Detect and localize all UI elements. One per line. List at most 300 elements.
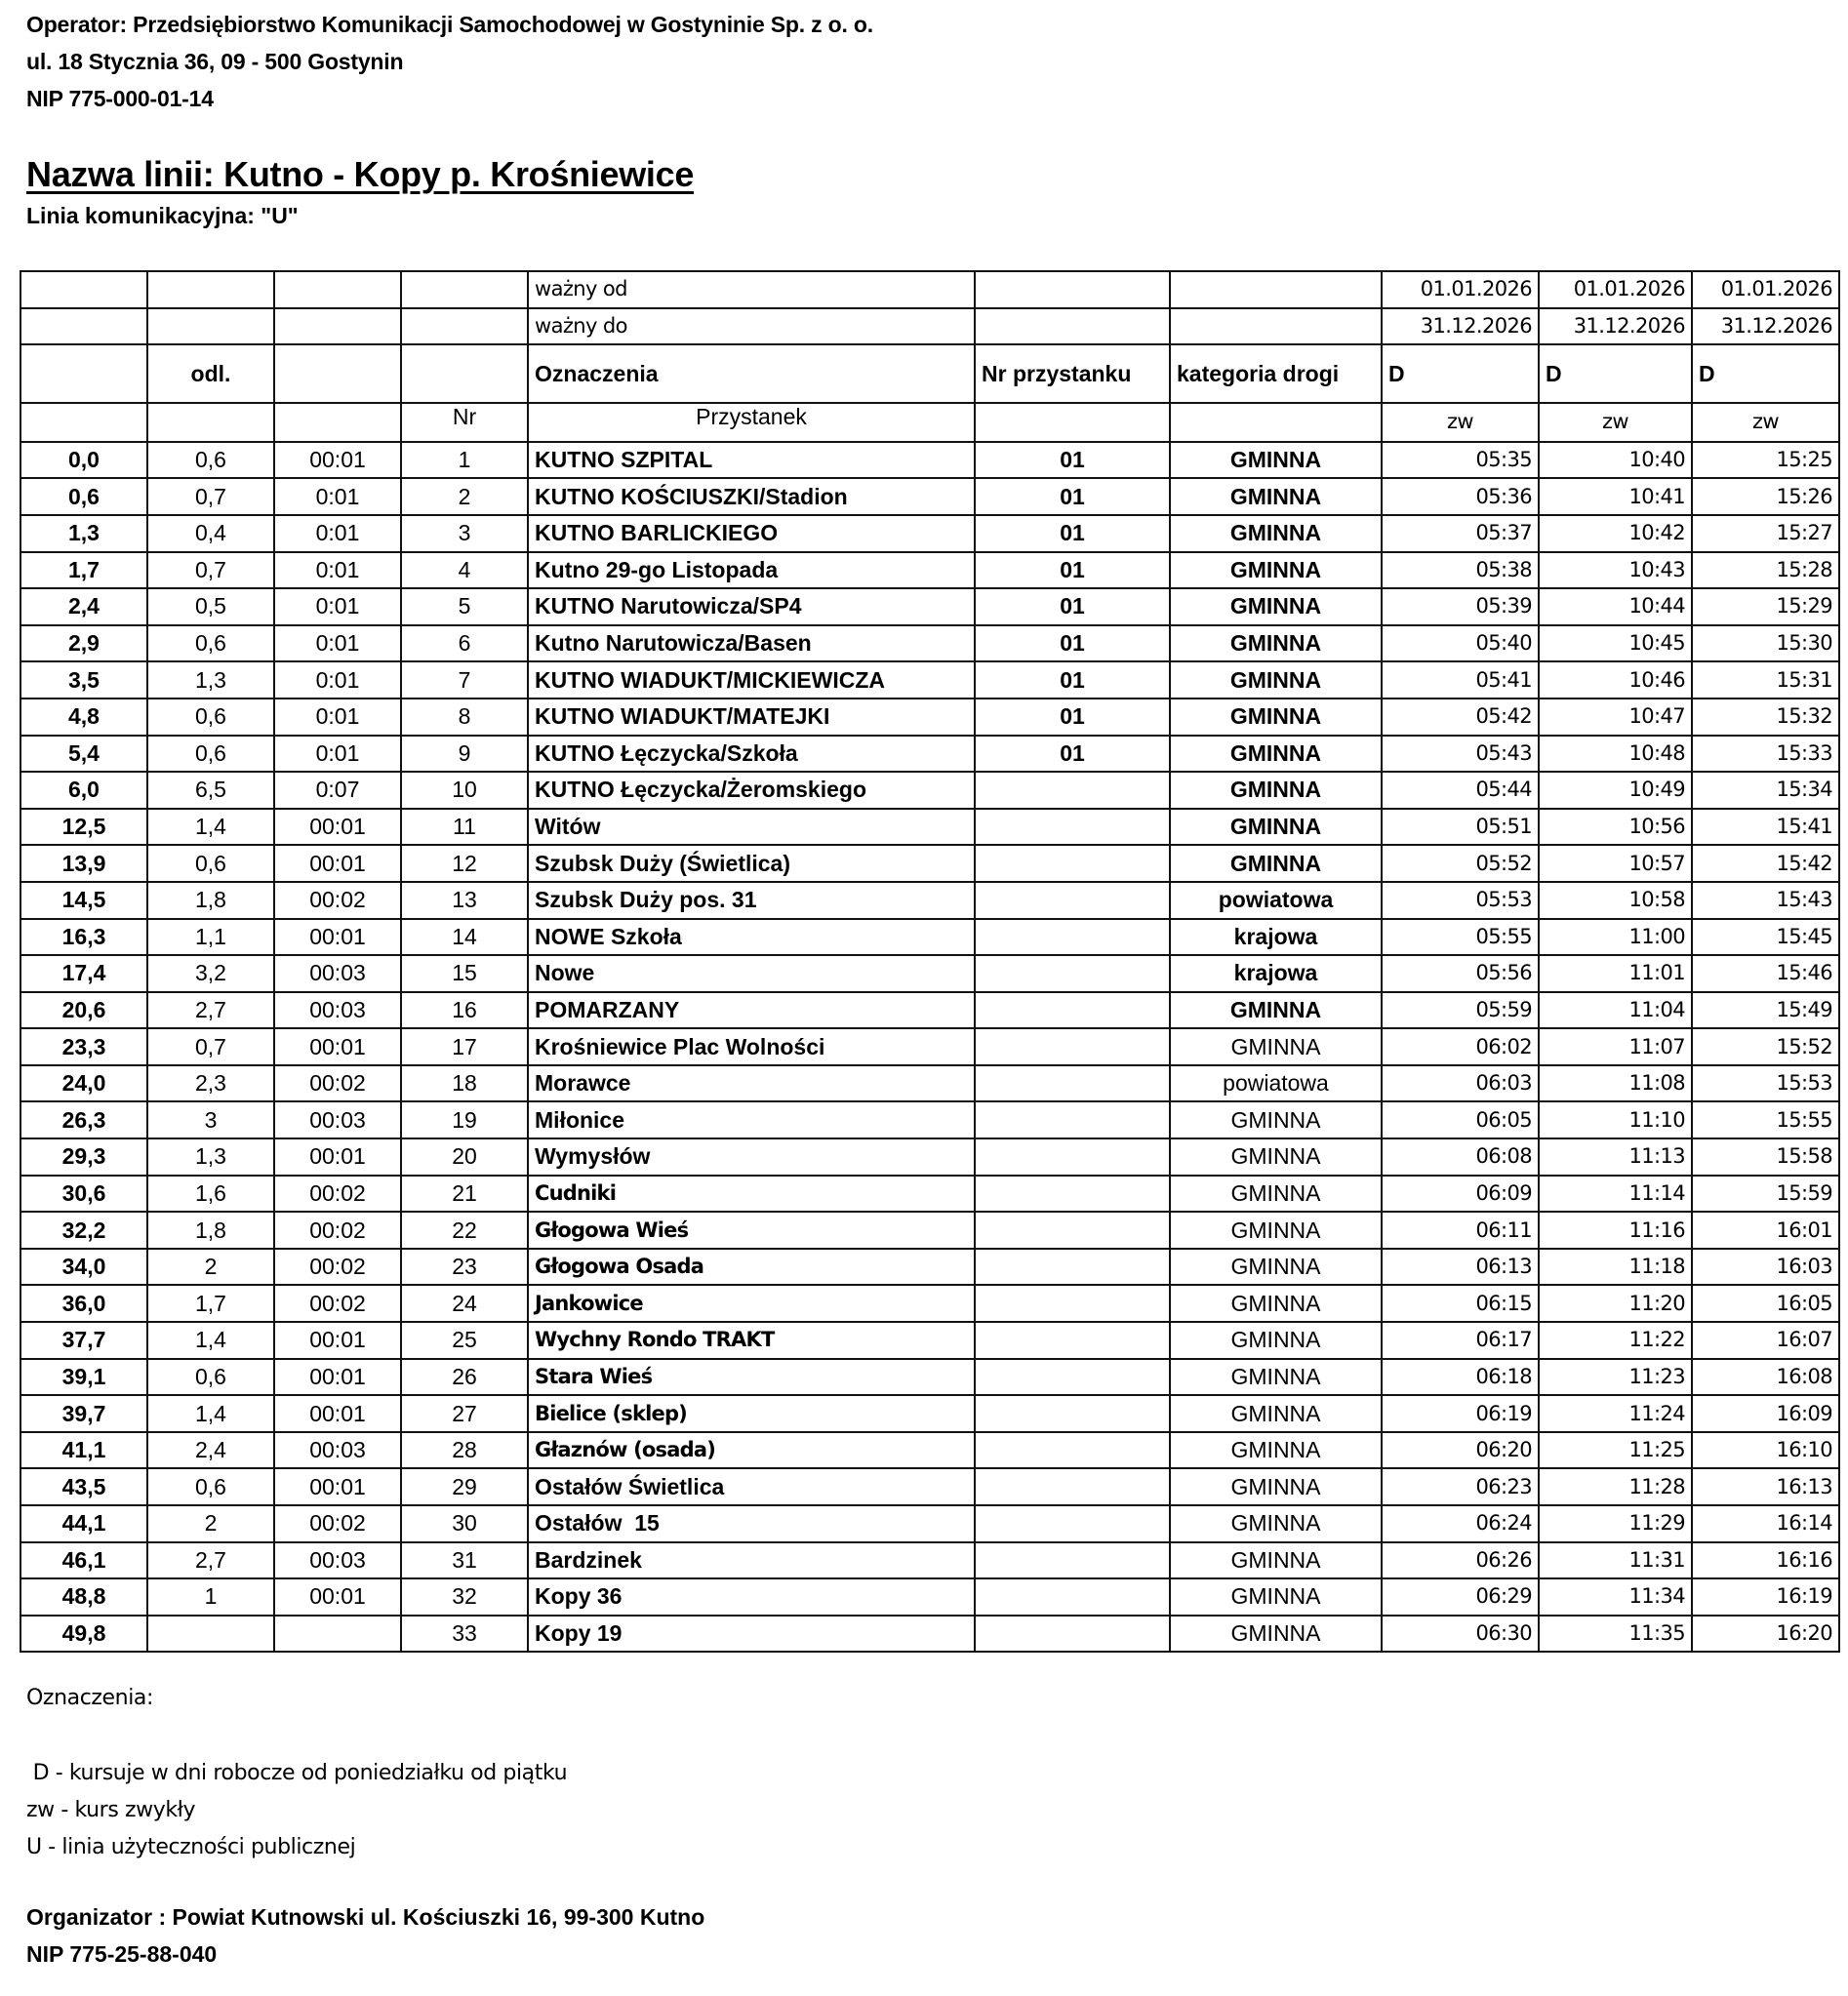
stop-ordinal: 28 — [401, 1432, 528, 1469]
stop-ordinal: 5 — [401, 588, 528, 625]
road-category: GMINNA — [1170, 1395, 1382, 1432]
stop-number: 01 — [975, 736, 1170, 773]
departure-time: 10:44 — [1539, 588, 1692, 625]
departure-time: 06:15 — [1382, 1285, 1539, 1322]
departure-time: 15:45 — [1692, 919, 1839, 956]
road-category: GMINNA — [1170, 588, 1382, 625]
segment-distance: 0,6 — [147, 736, 274, 773]
cumulative-distance: 34,0 — [20, 1249, 147, 1286]
road-category: GMINNA — [1170, 772, 1382, 809]
road-category: GMINNA — [1170, 1028, 1382, 1065]
segment-distance: 0,6 — [147, 625, 274, 662]
line-name-title: Nazwa linii: Kutno - Kopy p. Krośniewice — [26, 154, 695, 194]
departure-time: 05:42 — [1382, 699, 1539, 736]
stop-number — [975, 1395, 1170, 1432]
cumulative-distance: 6,0 — [20, 772, 147, 809]
departure-time: 05:39 — [1382, 588, 1539, 625]
stop-name: Krośniewice Plac Wolności — [528, 1028, 975, 1065]
valid-to-date: 31.12.2026 — [1382, 308, 1539, 345]
stop-ordinal: 32 — [401, 1578, 528, 1616]
stop-number: 01 — [975, 699, 1170, 736]
stop-name: Kopy 19 — [528, 1616, 975, 1653]
table-row — [20, 1249, 1839, 1286]
departure-time: 15:31 — [1692, 661, 1839, 699]
departure-time: 11:01 — [1539, 955, 1692, 992]
departure-time: 16:05 — [1692, 1285, 1839, 1322]
road-category: krajowa — [1170, 955, 1382, 992]
stop-ordinal: 19 — [401, 1101, 528, 1138]
course-mark: D — [1539, 344, 1692, 403]
stop-name: Cudniki — [528, 1176, 975, 1213]
course-type: zw — [1539, 403, 1692, 442]
stop-name: Jankowice — [528, 1285, 975, 1322]
road-category: GMINNA — [1170, 699, 1382, 736]
segment-distance: 0,6 — [147, 699, 274, 736]
cumulative-distance: 30,6 — [20, 1176, 147, 1213]
stop-number — [975, 1542, 1170, 1579]
segment-distance: 1,4 — [147, 809, 274, 846]
stop-ordinal: 8 — [401, 699, 528, 736]
stop-ordinal: 13 — [401, 882, 528, 919]
cumulative-distance: 5,4 — [20, 736, 147, 773]
cumulative-distance: 43,5 — [20, 1468, 147, 1505]
stop-name: Bielice (sklep) — [528, 1395, 975, 1432]
table-row — [20, 1468, 1839, 1505]
stop-ordinal: 24 — [401, 1285, 528, 1322]
departure-time: 06:19 — [1382, 1395, 1539, 1432]
table-row — [20, 1065, 1839, 1102]
departure-time: 05:59 — [1382, 992, 1539, 1029]
segment-time: 00:02 — [274, 1176, 401, 1213]
stop-name: Głaznów (osada) — [528, 1432, 975, 1469]
stop-ordinal: 17 — [401, 1028, 528, 1065]
stop-number — [975, 1616, 1170, 1653]
cumulative-distance: 37,7 — [20, 1322, 147, 1359]
stop-number — [975, 1578, 1170, 1616]
segment-distance: 3,2 — [147, 955, 274, 992]
stop-name: POMARZANY — [528, 992, 975, 1029]
departure-time: 11:13 — [1539, 1138, 1692, 1176]
departure-time: 06:30 — [1382, 1616, 1539, 1653]
road-category: krajowa — [1170, 919, 1382, 956]
table-row — [20, 1395, 1839, 1432]
stop-number: 01 — [975, 625, 1170, 662]
departure-time: 06:29 — [1382, 1578, 1539, 1616]
segment-time: 00:02 — [274, 1249, 401, 1286]
cumulative-distance: 39,7 — [20, 1395, 147, 1432]
stop-ordinal: 10 — [401, 772, 528, 809]
cumulative-distance: 13,9 — [20, 845, 147, 882]
header-nr: Nr — [401, 403, 528, 442]
stop-ordinal: 7 — [401, 661, 528, 699]
cumulative-distance: 16,3 — [20, 919, 147, 956]
header-odl: odl. — [147, 344, 274, 403]
legend-item: U - linia użyteczności publicznej — [26, 1835, 356, 1859]
segment-distance: 0,6 — [147, 845, 274, 882]
cumulative-distance: 0,0 — [20, 442, 147, 479]
valid-to-date: 31.12.2026 — [1692, 308, 1839, 345]
cumulative-distance: 48,8 — [20, 1578, 147, 1616]
road-category: GMINNA — [1170, 1249, 1382, 1286]
road-category: GMINNA — [1170, 1432, 1382, 1469]
departure-time: 11:18 — [1539, 1249, 1692, 1286]
departure-time: 15:46 — [1692, 955, 1839, 992]
cumulative-distance: 1,3 — [20, 515, 147, 552]
table-row — [20, 736, 1839, 773]
table-row — [20, 1138, 1839, 1176]
stop-name: Miłonice — [528, 1101, 975, 1138]
departure-time: 05:40 — [1382, 625, 1539, 662]
road-category: GMINNA — [1170, 809, 1382, 846]
stop-name: Nowe — [528, 955, 975, 992]
stop-ordinal: 23 — [401, 1249, 528, 1286]
stop-number: 01 — [975, 661, 1170, 699]
stop-ordinal: 30 — [401, 1505, 528, 1542]
segment-distance: 1 — [147, 1578, 274, 1616]
departure-time: 16:07 — [1692, 1322, 1839, 1359]
table-row — [20, 1322, 1839, 1359]
segment-time: 00:01 — [274, 442, 401, 479]
cumulative-distance: 46,1 — [20, 1542, 147, 1579]
departure-time: 05:52 — [1382, 845, 1539, 882]
stop-number: 01 — [975, 588, 1170, 625]
cumulative-distance: 44,1 — [20, 1505, 147, 1542]
stop-ordinal: 15 — [401, 955, 528, 992]
cumulative-distance: 1,7 — [20, 552, 147, 589]
departure-time: 11:10 — [1539, 1101, 1692, 1138]
segment-distance: 0,6 — [147, 1359, 274, 1396]
segment-time: 0:01 — [274, 478, 401, 515]
table-row — [20, 1616, 1839, 1653]
stop-number — [975, 1505, 1170, 1542]
segment-distance — [147, 1616, 274, 1653]
segment-time: 00:02 — [274, 1065, 401, 1102]
segment-distance: 1,6 — [147, 1176, 274, 1213]
stop-ordinal: 31 — [401, 1542, 528, 1579]
departure-time: 11:20 — [1539, 1285, 1692, 1322]
cumulative-distance: 4,8 — [20, 699, 147, 736]
segment-time — [274, 1616, 401, 1653]
stop-ordinal: 2 — [401, 478, 528, 515]
stop-name: Stara Wieś — [528, 1359, 975, 1396]
departure-time: 06:02 — [1382, 1028, 1539, 1065]
table-row — [20, 1176, 1839, 1213]
segment-time: 00:01 — [274, 919, 401, 956]
stop-name: KUTNO Narutowicza/SP4 — [528, 588, 975, 625]
departure-time: 15:42 — [1692, 845, 1839, 882]
departure-time: 15:52 — [1692, 1028, 1839, 1065]
departure-time: 15:41 — [1692, 809, 1839, 846]
stop-name: Kutno 29-go Listopada — [528, 552, 975, 589]
stop-ordinal: 29 — [401, 1468, 528, 1505]
departure-time: 06:23 — [1382, 1468, 1539, 1505]
table-row — [20, 699, 1839, 736]
legend-title: Oznaczenia: — [26, 1686, 154, 1710]
segment-time: 00:03 — [274, 1542, 401, 1579]
departure-time: 11:16 — [1539, 1212, 1692, 1249]
segment-distance: 0,6 — [147, 1468, 274, 1505]
segment-time: 0:01 — [274, 588, 401, 625]
road-category: GMINNA — [1170, 1505, 1382, 1542]
subheader-row — [20, 403, 1839, 442]
departure-time: 06:18 — [1382, 1359, 1539, 1396]
segment-distance: 0,7 — [147, 478, 274, 515]
stop-ordinal: 14 — [401, 919, 528, 956]
segment-time: 00:03 — [274, 992, 401, 1029]
departure-time: 16:19 — [1692, 1578, 1839, 1616]
stop-ordinal: 4 — [401, 552, 528, 589]
departure-time: 11:14 — [1539, 1176, 1692, 1213]
departure-time: 11:35 — [1539, 1616, 1692, 1653]
valid-from-date: 01.01.2026 — [1539, 271, 1692, 308]
operator-address: ul. 18 Stycznia 36, 09 - 500 Gostynin — [26, 49, 404, 74]
segment-time: 00:02 — [274, 882, 401, 919]
line-type: Linia komunikacyjna: "U" — [26, 203, 299, 228]
departure-time: 11:31 — [1539, 1542, 1692, 1579]
header-road-category: kategoria drogi — [1170, 344, 1382, 403]
stop-name: NOWE Szkoła — [528, 919, 975, 956]
departure-time: 06:11 — [1382, 1212, 1539, 1249]
valid-to-label: ważny do — [528, 308, 975, 345]
cumulative-distance: 2,4 — [20, 588, 147, 625]
departure-time: 15:26 — [1692, 478, 1839, 515]
table-row — [20, 1578, 1839, 1616]
table-row — [20, 588, 1839, 625]
table-row — [20, 772, 1839, 809]
departure-time: 15:43 — [1692, 882, 1839, 919]
valid-to-date: 31.12.2026 — [1539, 308, 1692, 345]
stop-name: KUTNO WIADUKT/MICKIEWICZA — [528, 661, 975, 699]
segment-distance: 1,1 — [147, 919, 274, 956]
segment-distance: 2,4 — [147, 1432, 274, 1469]
stop-ordinal: 11 — [401, 809, 528, 846]
legend-item: D - kursuje w dni robocze od poniedziałku od piątku — [26, 1761, 568, 1785]
departure-time: 05:53 — [1382, 882, 1539, 919]
road-category: GMINNA — [1170, 1212, 1382, 1249]
stop-number — [975, 1212, 1170, 1249]
stop-name: Bardzinek — [528, 1542, 975, 1579]
departure-time: 16:16 — [1692, 1542, 1839, 1579]
segment-time: 00:01 — [274, 845, 401, 882]
departure-time: 05:38 — [1382, 552, 1539, 589]
departure-time: 16:20 — [1692, 1616, 1839, 1653]
table-row — [20, 1359, 1839, 1396]
departure-time: 11:00 — [1539, 919, 1692, 956]
organizer: Organizator : Powiat Kutnowski ul. Kościuszki 16, 99-300 Kutno — [26, 1904, 705, 1930]
segment-distance: 2 — [147, 1249, 274, 1286]
stop-name: KUTNO KOŚCIUSZKI/Stadion — [528, 478, 975, 515]
cumulative-distance: 3,5 — [20, 661, 147, 699]
departure-time: 15:49 — [1692, 992, 1839, 1029]
stop-number: 01 — [975, 552, 1170, 589]
stop-ordinal: 12 — [401, 845, 528, 882]
cumulative-distance: 49,8 — [20, 1616, 147, 1653]
segment-time: 00:02 — [274, 1505, 401, 1542]
segment-time: 00:03 — [274, 1432, 401, 1469]
departure-time: 11:07 — [1539, 1028, 1692, 1065]
departure-time: 11:22 — [1539, 1322, 1692, 1359]
table-row — [20, 1212, 1839, 1249]
stop-name: KUTNO WIADUKT/MATEJKI — [528, 699, 975, 736]
header-przystanek: Przystanek — [528, 403, 975, 442]
segment-distance: 0,4 — [147, 515, 274, 552]
segment-time: 00:01 — [274, 1028, 401, 1065]
column-header-row — [20, 344, 1839, 403]
departure-time: 15:53 — [1692, 1065, 1839, 1102]
departure-time: 15:58 — [1692, 1138, 1839, 1176]
stop-ordinal: 9 — [401, 736, 528, 773]
stop-number — [975, 1322, 1170, 1359]
road-category: powiatowa — [1170, 882, 1382, 919]
segment-time: 0:01 — [274, 736, 401, 773]
segment-time: 00:01 — [274, 809, 401, 846]
departure-time: 11:25 — [1539, 1432, 1692, 1469]
stop-name: KUTNO BARLICKIEGO — [528, 515, 975, 552]
stop-number — [975, 1138, 1170, 1176]
table-row — [20, 845, 1839, 882]
road-category: GMINNA — [1170, 1285, 1382, 1322]
departure-time: 15:34 — [1692, 772, 1839, 809]
cumulative-distance: 36,0 — [20, 1285, 147, 1322]
departure-time: 15:28 — [1692, 552, 1839, 589]
cumulative-distance: 29,3 — [20, 1138, 147, 1176]
segment-time: 0:01 — [274, 699, 401, 736]
table-row — [20, 625, 1839, 662]
stop-name: Głogowa Wieś — [528, 1212, 975, 1249]
stop-name: Głogowa Osada — [528, 1249, 975, 1286]
stop-ordinal: 20 — [401, 1138, 528, 1176]
cumulative-distance: 0,6 — [20, 478, 147, 515]
segment-time: 00:01 — [274, 1359, 401, 1396]
stop-number: 01 — [975, 515, 1170, 552]
departure-time: 15:29 — [1692, 588, 1839, 625]
departure-time: 05:51 — [1382, 809, 1539, 846]
stop-name: Kutno Narutowicza/Basen — [528, 625, 975, 662]
stop-number — [975, 992, 1170, 1029]
departure-time: 05:44 — [1382, 772, 1539, 809]
segment-time: 00:01 — [274, 1578, 401, 1616]
departure-time: 10:40 — [1539, 442, 1692, 479]
stop-ordinal: 33 — [401, 1616, 528, 1653]
departure-time: 11:34 — [1539, 1578, 1692, 1616]
course-type: zw — [1692, 403, 1839, 442]
departure-time: 16:10 — [1692, 1432, 1839, 1469]
stop-number — [975, 1359, 1170, 1396]
departure-time: 16:03 — [1692, 1249, 1839, 1286]
stop-number — [975, 1432, 1170, 1469]
table-row — [20, 442, 1839, 479]
table-row — [20, 1028, 1839, 1065]
departure-time: 10:58 — [1539, 882, 1692, 919]
stop-number: 01 — [975, 478, 1170, 515]
departure-time: 10:46 — [1539, 661, 1692, 699]
departure-time: 11:29 — [1539, 1505, 1692, 1542]
departure-time: 06:24 — [1382, 1505, 1539, 1542]
departure-time: 05:35 — [1382, 442, 1539, 479]
stop-number — [975, 1176, 1170, 1213]
table-row — [20, 919, 1839, 956]
table-row — [20, 515, 1839, 552]
departure-time: 11:23 — [1539, 1359, 1692, 1396]
departure-time: 10:45 — [1539, 625, 1692, 662]
departure-time: 06:13 — [1382, 1249, 1539, 1286]
segment-distance: 0,7 — [147, 552, 274, 589]
organizer-nip: NIP 775-25-88-040 — [26, 1941, 218, 1967]
stop-ordinal: 26 — [401, 1359, 528, 1396]
departure-time: 06:26 — [1382, 1542, 1539, 1579]
table-row — [20, 1432, 1839, 1469]
stop-name: Wychny Rondo TRAKT — [528, 1322, 975, 1359]
departure-time: 15:55 — [1692, 1101, 1839, 1138]
valid-from-row — [20, 271, 1839, 308]
stop-number — [975, 809, 1170, 846]
segment-distance: 1,8 — [147, 882, 274, 919]
stop-name: Kopy 36 — [528, 1578, 975, 1616]
segment-distance: 6,5 — [147, 772, 274, 809]
departure-time: 06:05 — [1382, 1101, 1539, 1138]
table-row — [20, 992, 1839, 1029]
departure-time: 06:09 — [1382, 1176, 1539, 1213]
stop-name: Ostałów 15 — [528, 1505, 975, 1542]
segment-time: 00:03 — [274, 1101, 401, 1138]
road-category: GMINNA — [1170, 1138, 1382, 1176]
header-oznaczenia: Oznaczenia — [528, 344, 975, 403]
course-mark: D — [1692, 344, 1839, 403]
segment-distance: 1,8 — [147, 1212, 274, 1249]
departure-time: 16:09 — [1692, 1395, 1839, 1432]
stop-number — [975, 1028, 1170, 1065]
departure-time: 11:28 — [1539, 1468, 1692, 1505]
stop-number — [975, 1285, 1170, 1322]
stop-name: Witów — [528, 809, 975, 846]
stop-name: Wymysłów — [528, 1138, 975, 1176]
table-row — [20, 809, 1839, 846]
cumulative-distance: 2,9 — [20, 625, 147, 662]
departure-time: 06:03 — [1382, 1065, 1539, 1102]
departure-time: 15:30 — [1692, 625, 1839, 662]
departure-time: 10:42 — [1539, 515, 1692, 552]
stop-number — [975, 1249, 1170, 1286]
course-mark: D — [1382, 344, 1539, 403]
road-category: GMINNA — [1170, 1468, 1382, 1505]
departure-time: 15:32 — [1692, 699, 1839, 736]
segment-distance: 3 — [147, 1101, 274, 1138]
table-row — [20, 1505, 1839, 1542]
segment-time: 00:03 — [274, 955, 401, 992]
cumulative-distance: 17,4 — [20, 955, 147, 992]
operator-name: Operator: Przedsiębiorstwo Komunikacji Samochodowej w Gostyninie Sp. z o. o. — [26, 12, 873, 37]
road-category: GMINNA — [1170, 1616, 1382, 1653]
segment-time: 00:02 — [274, 1285, 401, 1322]
stop-name: KUTNO Łęczycka/Szkoła — [528, 736, 975, 773]
departure-time: 11:04 — [1539, 992, 1692, 1029]
cumulative-distance: 41,1 — [20, 1432, 147, 1469]
segment-distance: 1,7 — [147, 1285, 274, 1322]
departure-time: 06:08 — [1382, 1138, 1539, 1176]
stop-name: Morawce — [528, 1065, 975, 1102]
stop-ordinal: 22 — [401, 1212, 528, 1249]
stop-ordinal: 6 — [401, 625, 528, 662]
stop-ordinal: 18 — [401, 1065, 528, 1102]
table-row — [20, 478, 1839, 515]
departure-time: 10:57 — [1539, 845, 1692, 882]
segment-time: 0:01 — [274, 661, 401, 699]
stop-number — [975, 1101, 1170, 1138]
segment-distance: 1,3 — [147, 1138, 274, 1176]
road-category: GMINNA — [1170, 625, 1382, 662]
stop-ordinal: 3 — [401, 515, 528, 552]
cumulative-distance: 23,3 — [20, 1028, 147, 1065]
